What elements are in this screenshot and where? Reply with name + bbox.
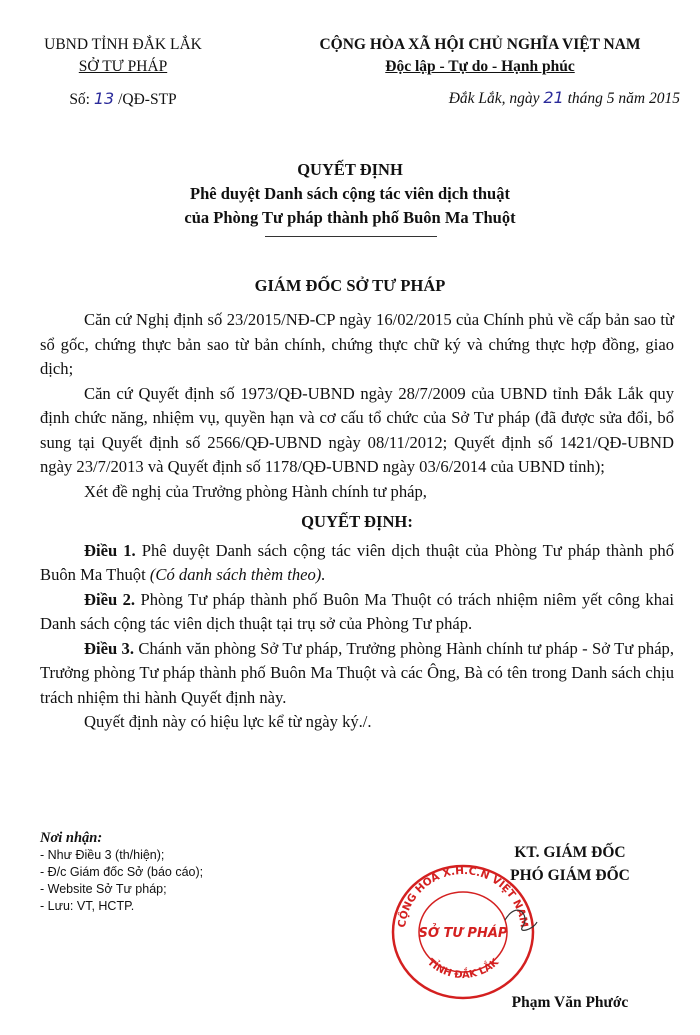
- agency-line1: UBND TỈNH ĐẮK LẮK: [44, 36, 202, 53]
- country-name: CỘNG HÒA XÃ HỘI CHỦ NGHĨA VIỆT NAM: [319, 36, 641, 53]
- recipient-item: - Lưu: VT, HCTP.: [40, 899, 135, 913]
- title-line1: QUYẾT ĐỊNH: [297, 160, 403, 179]
- preamble-3: Xét đề nghị của Trưởng phòng Hành chính tư pháp,: [84, 481, 427, 501]
- title-line2: Phê duyệt Danh sách cộng tác viên dịch thuật: [190, 184, 510, 203]
- article-3: Điều 3. Chánh văn phòng Sở Tư pháp, Trưởng phòng Hành chính tư pháp - Sở Tư pháp, Trưởng phòng Tư pháp thành phố Buôn Ma Thuột và các Ông, Bà có tên trong Danh sách chịu trách nhiệm thi hành Quyết định này.: [40, 638, 675, 707]
- preamble-1: Căn cứ Nghị định số 23/2015/NĐ-CP ngày 16/02/2015 của Chính phủ về cấp bản sao từ sổ gốc, chứng thực bản sao từ bản chính, chứng thực chữ ký và chứng thực hợp đồng, giao dịch;: [40, 310, 674, 378]
- issuing-agency: [18, 34, 228, 111]
- preamble-2: Căn cứ Quyết định số 1973/QĐ-UBND ngày 28/7/2009 của UBND tỉnh Đắk Lắk quy định chức năng, nhiệm vụ, quyền hạn và cơ cấu tổ chức của Sở Tư pháp (đã được sửa đổi, bổ sung tại Quyết định số 2566/QĐ-UBND ngày 08/11/2012; Quyết định số 1421/QĐ-UBND ngày 23/7/2013 và Quyết định số 1178/QĐ-UBND ngày 03/6/2014 của UBND tỉnh);: [40, 383, 674, 476]
- recipient-item: - Như Điều 3 (th/hiện);: [40, 848, 165, 862]
- handwritten-number: 13: [93, 89, 115, 108]
- national-title: [270, 34, 690, 78]
- signature-line1: KT. GIÁM ĐỐC: [514, 844, 626, 861]
- signer-name: Phạm Văn Phước: [511, 994, 629, 1011]
- seal-ring-text: CỘNG HÒA X.H.C.N VIỆT NAM: [396, 864, 530, 929]
- agency-line2: SỞ TƯ PHÁP: [78, 58, 168, 75]
- seal-center-text: SỞ TƯ PHÁP: [418, 926, 508, 941]
- recipients: [40, 830, 260, 915]
- document-body: [40, 308, 674, 735]
- seal-bottom-text: TỈNH ĐẮK LẮK: [424, 956, 502, 982]
- recipients-label: Nơi nhận:: [40, 830, 103, 846]
- handwritten-day: 21: [543, 88, 564, 107]
- signature-line2: PHÓ GIÁM ĐỐC: [510, 867, 630, 884]
- title-line3: của Phòng Tư pháp thành phố Buôn Ma Thuột: [184, 208, 516, 227]
- national-motto: Độc lập - Tự do - Hạnh phúc: [385, 58, 575, 75]
- recipient-item: - Website Sở Tư pháp;: [40, 882, 167, 896]
- document-number: Số: 13 /QĐ-STP: [69, 89, 177, 108]
- article-2: Điều 2. Phòng Tư pháp thành phố Buôn Ma Thuột có trách nhiệm niêm yết công khai Danh sách cộng tác viên dịch thuật tại trụ sở của Phòng Tư pháp.: [40, 589, 674, 633]
- title-divider: [265, 236, 437, 237]
- effect-clause: Quyết định này có hiệu lực kể từ ngày ký./.: [84, 712, 372, 731]
- recipient-item: - Đ/c Giám đốc Sở (báo cáo);: [40, 865, 204, 879]
- article-1: Điều 1. Phê duyệt Danh sách cộng tác viên dịch thuật của Phòng Tư pháp thành phố Buôn Ma Thuột (Có danh sách thèm theo).: [40, 540, 674, 584]
- official-seal-icon: [385, 860, 540, 1000]
- authority-heading: GIÁM ĐỐC SỞ TƯ PHÁP: [254, 276, 446, 295]
- decides-heading: QUYẾT ĐỊNH:: [301, 512, 413, 531]
- issue-date: Đắk Lắk, ngày 21 tháng 5 năm 2015: [448, 88, 680, 107]
- document-title: [0, 158, 700, 230]
